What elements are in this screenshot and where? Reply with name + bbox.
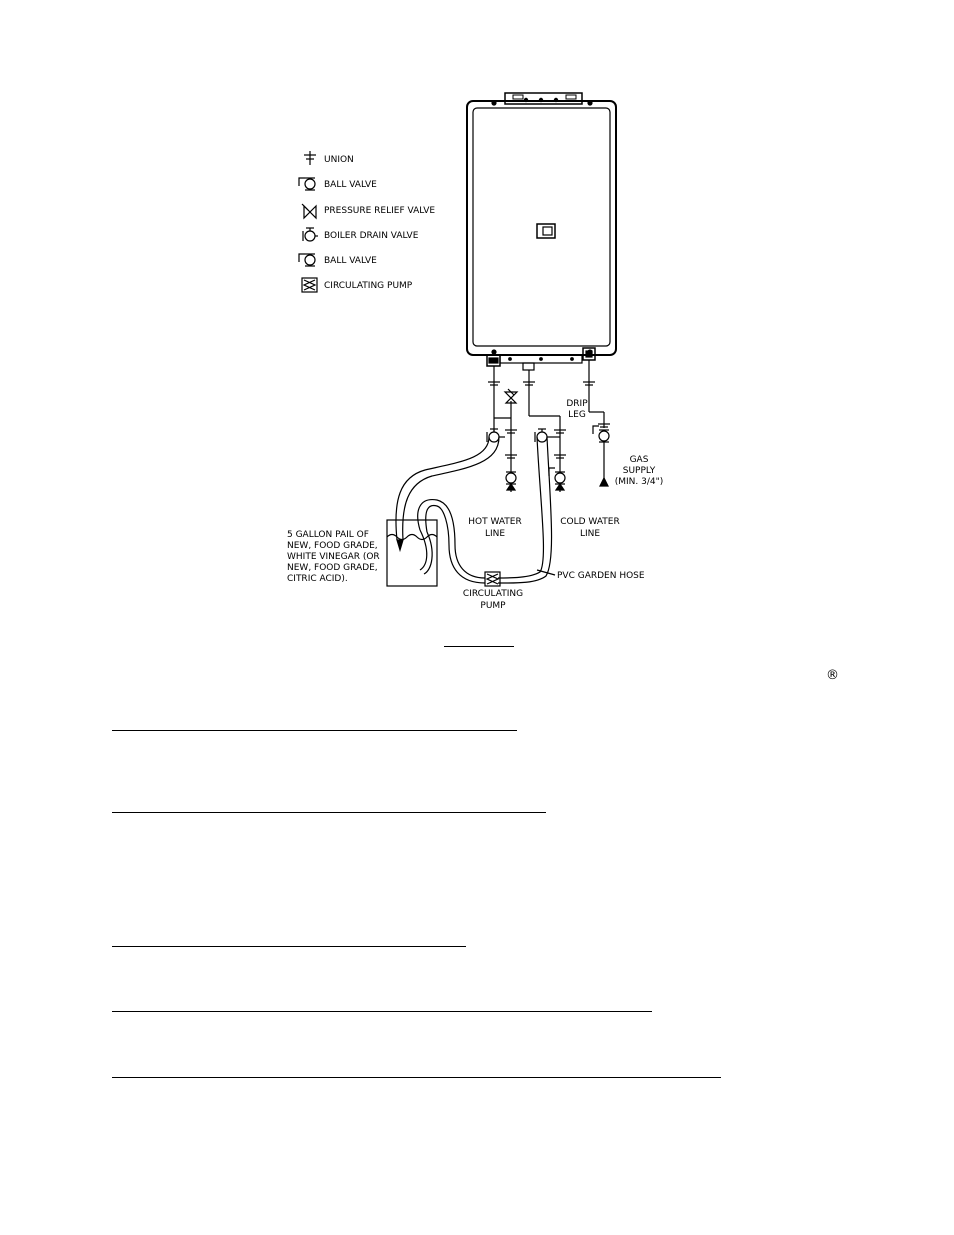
ball-valve-icon xyxy=(299,254,315,266)
section-heading-underline xyxy=(112,1011,652,1012)
pail-label: WHITE VINEGAR (OR xyxy=(287,552,380,562)
ball-valve-icon xyxy=(593,426,609,442)
legend-label: PRESSURE RELIEF VALVE xyxy=(324,206,436,216)
ball-valve-icon xyxy=(299,178,315,190)
pail-label: NEW, FOOD GRADE, xyxy=(287,541,378,551)
pail-label: CITRIC ACID). xyxy=(287,574,348,584)
legend-label: BALL VALVE xyxy=(324,180,377,190)
pail-label: 5 GALLON PAIL OF xyxy=(287,530,369,540)
drip-leg-label: DRIP xyxy=(566,399,588,409)
legend-label: BOILER DRAIN VALVE xyxy=(324,231,419,241)
drip-leg-label: LEG xyxy=(568,410,586,420)
legend-label: CIRCULATING PUMP xyxy=(324,281,413,291)
circulating-pump-icon xyxy=(485,572,500,586)
gas-supply-label: GAS xyxy=(629,455,649,465)
pressure-relief-valve-icon xyxy=(302,204,316,218)
cold-water-line-label: LINE xyxy=(579,529,601,539)
pvc-garden-hose xyxy=(387,437,555,586)
boiler-drain-valve-icon xyxy=(303,228,318,241)
ball-valve-icon xyxy=(506,472,516,484)
vinegar-pail xyxy=(387,520,437,586)
circulating-pump-icon xyxy=(302,278,317,292)
ball-valve-icon xyxy=(549,468,565,484)
gas-piping xyxy=(583,360,610,486)
pvc-hose-label: PVC GARDEN HOSE xyxy=(557,571,645,581)
pressure-relief-valve-icon xyxy=(505,389,517,403)
gas-supply-label: SUPPLY xyxy=(622,466,656,476)
hot-water-line-label: HOT WATER xyxy=(468,517,522,527)
section-heading-underline xyxy=(112,730,517,731)
gas-supply-label: (MIN. 3/4") xyxy=(614,477,664,487)
water-heater-unit xyxy=(467,93,616,370)
union-icon xyxy=(304,151,316,165)
pump-label: PUMP xyxy=(480,601,506,611)
section-heading-underline xyxy=(112,946,466,947)
hot-water-line-label: LINE xyxy=(484,529,506,539)
legend-label: UNION xyxy=(324,155,354,165)
legend-label: BALL VALVE xyxy=(324,256,377,266)
pail-label: NEW, FOOD GRADE, xyxy=(287,563,378,573)
callouts xyxy=(287,399,663,611)
boiler-drain-valve-icon xyxy=(487,429,505,442)
figure-caption-underline xyxy=(444,646,514,647)
cold-water-piping xyxy=(523,370,566,492)
cold-water-line-label: COLD WATER xyxy=(560,517,620,527)
legend xyxy=(324,155,435,291)
registered-mark: ® xyxy=(826,668,839,683)
pump-label: CIRCULATING xyxy=(462,589,524,599)
display-window-icon xyxy=(537,224,555,238)
section-heading-underline xyxy=(112,1077,721,1078)
legend-icons xyxy=(299,151,318,292)
hot-water-piping xyxy=(487,366,517,492)
section-heading-underline xyxy=(112,812,546,813)
